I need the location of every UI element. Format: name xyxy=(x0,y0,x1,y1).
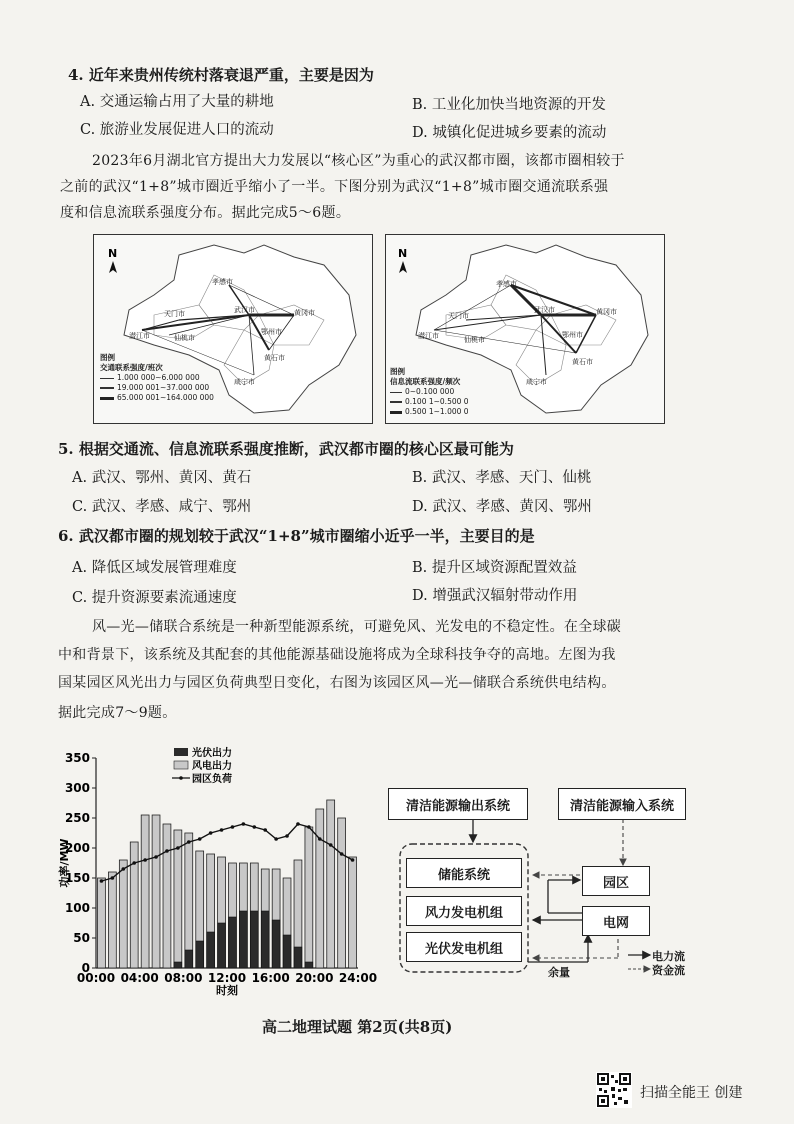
y-tick-label: 300 xyxy=(64,781,90,795)
watermark-text: 扫描全能王 创建 xyxy=(640,1085,743,1101)
legend-power-flow: 电力流 xyxy=(652,950,685,963)
load-point xyxy=(231,825,235,829)
solar-bar xyxy=(229,917,237,968)
legend-title: 图例 xyxy=(100,353,115,362)
city-tianmen: 天门市 xyxy=(164,310,185,318)
wind-bar xyxy=(305,827,313,968)
traffic-legend xyxy=(100,353,214,403)
q6-option-a: A. 降低区域发展管理难度 xyxy=(72,560,237,576)
load-point xyxy=(242,822,246,826)
load-point xyxy=(329,843,333,847)
wind-bar xyxy=(338,818,346,968)
load-point xyxy=(121,867,125,871)
legend-item: 65.000 001~164.000 000 xyxy=(100,393,214,403)
legend-wind-label: 风电出力 xyxy=(192,761,232,772)
solar-bar xyxy=(174,962,182,968)
q5-option-b: B. 武汉、孝感、天门、仙桃 xyxy=(412,470,592,486)
wind-bar xyxy=(98,878,106,968)
q6-option-d: D. 增强武汉辐射带动作用 xyxy=(412,588,578,604)
wind-bar xyxy=(130,842,138,968)
load-point xyxy=(285,834,289,838)
solar-bar xyxy=(294,947,302,968)
load-point xyxy=(296,822,300,826)
y-tick-label: 250 xyxy=(64,811,90,825)
city-wuhan: 武汉市 xyxy=(534,306,555,314)
grid-box: 电网 xyxy=(582,906,650,936)
load-point xyxy=(143,858,147,862)
legend-solar-label: 光伏出力 xyxy=(192,748,232,759)
legend-item: 1.000 000~6.000 000 xyxy=(100,373,214,383)
city-tianmen: 天门市 xyxy=(448,312,469,320)
city-huangshi: 黄石市 xyxy=(264,354,285,362)
load-point xyxy=(252,825,256,829)
solar-bar xyxy=(305,962,313,968)
traffic-flow-map xyxy=(93,234,373,424)
legend-wind-swatch xyxy=(174,761,188,769)
passage2-line2: 中和背景下，该系统及其配套的其他能源基础设施将成为全球科技争夺的高地。左图为我 xyxy=(58,647,616,663)
city-xiantao: 仙桃市 xyxy=(464,336,485,344)
city-huanggang: 黄冈市 xyxy=(596,308,617,316)
wind-bar xyxy=(119,860,127,968)
y-tick-label: 50 xyxy=(73,931,90,945)
q6-stem: 6. 武汉都市圈的规划较于武汉“1+8”城市圈缩小近乎一半，主要目的是 xyxy=(58,527,535,545)
clean-energy-output-system: 清洁能源输出系统 xyxy=(388,788,528,820)
legend-item: 19.000 001~37.000 000 xyxy=(100,383,214,393)
wind-bar xyxy=(108,872,116,968)
information-flow-map xyxy=(385,234,665,424)
load-point xyxy=(220,828,224,832)
load-point xyxy=(209,831,213,835)
q4-option-d: D. 城镇化促进城乡要素的流动 xyxy=(412,125,607,141)
solar-bar xyxy=(218,923,226,968)
city-xiaogan: 孝感市 xyxy=(212,278,233,286)
city-qianjiang: 潜江市 xyxy=(129,332,150,340)
clean-energy-input-system: 清洁能源输入系统 xyxy=(558,788,686,820)
city-qianjiang: 潜江市 xyxy=(418,332,439,340)
load-point xyxy=(198,837,202,841)
storage-system: 储能系统 xyxy=(406,858,522,888)
city-xianning: 咸宁市 xyxy=(526,378,547,386)
load-point xyxy=(340,852,344,856)
power-chart xyxy=(56,742,386,1004)
q4-stem: 4. 近年来贵州传统村落衰退严重，主要是因为 xyxy=(68,66,374,84)
load-point xyxy=(187,840,191,844)
north-arrow-icon xyxy=(399,261,407,273)
y-tick-label: 0 xyxy=(81,961,90,975)
q5-option-d: D. 武汉、孝感、黄冈、鄂州 xyxy=(412,499,592,515)
load-point xyxy=(100,879,104,883)
page-footer: 高二地理试题 第2页(共8页) xyxy=(262,1018,453,1036)
load-point xyxy=(165,849,169,853)
passage2-line3: 国某园区风光出力与园区负荷典型日变化，右图为该园区风—光—储联合系统供电结构。 xyxy=(58,675,616,691)
x-tick-label: 00:00 xyxy=(76,971,116,985)
wind-bar xyxy=(152,815,160,968)
city-huanggang: 黄冈市 xyxy=(294,309,315,317)
city-ezhou: 鄂州市 xyxy=(562,331,583,339)
y-tick-label: 350 xyxy=(64,751,90,765)
load-point xyxy=(176,846,180,850)
x-tick-label: 04:00 xyxy=(120,971,159,985)
solar-bar xyxy=(185,950,193,968)
q4-option-c: C. 旅游业发展促进人口的流动 xyxy=(80,122,274,138)
legend-load-dot xyxy=(179,776,183,780)
wind-bar xyxy=(174,830,182,968)
y-axis-label: 功率/MW xyxy=(58,838,71,888)
north-label-left: N xyxy=(108,247,118,260)
city-huangshi: 黄石市 xyxy=(572,358,593,366)
y-tick-label: 150 xyxy=(64,871,90,885)
q5-option-a: A. 武汉、鄂州、黄冈、黄石 xyxy=(72,470,252,486)
solar-bar xyxy=(272,920,280,968)
q5-option-c: C. 武汉、孝感、咸宁、鄂州 xyxy=(72,499,252,515)
solar-bar xyxy=(261,911,269,968)
passage2-line4: 据此完成7～9题。 xyxy=(58,705,177,721)
load-point xyxy=(351,858,355,862)
q6-option-b: B. 提升区域资源配置效益 xyxy=(412,560,577,576)
wind-bar xyxy=(327,800,335,968)
solar-units: 光伏发电机组 xyxy=(406,932,522,962)
wind-turbines: 风力发电机组 xyxy=(406,896,522,926)
surplus-label: 余量 xyxy=(548,966,570,979)
load-point xyxy=(318,837,322,841)
wind-bar xyxy=(316,809,324,968)
legend-solar-swatch xyxy=(174,748,188,756)
x-tick-label: 08:00 xyxy=(164,971,203,985)
wind-bar xyxy=(163,824,171,968)
city-wuhan: 武汉市 xyxy=(234,306,255,314)
x-tick-label: 24:00 xyxy=(338,971,378,985)
load-point xyxy=(132,861,136,865)
supply-structure-diagram xyxy=(388,780,693,980)
legend-item: 0.100 1~0.500 0 xyxy=(390,397,469,407)
wind-bar xyxy=(349,857,357,968)
north-label-right: N xyxy=(398,247,408,260)
load-point xyxy=(307,825,311,829)
city-xiantao: 仙桃市 xyxy=(174,334,195,342)
q6-option-c: C. 提升资源要素流通速度 xyxy=(72,590,237,606)
y-tick-label: 100 xyxy=(64,901,90,915)
solar-bar xyxy=(207,932,215,968)
qr-code-icon xyxy=(596,1072,632,1108)
q4-option-b: B. 工业化加快当地资源的开发 xyxy=(412,97,606,113)
legend-money-flow: 资金流 xyxy=(652,964,685,977)
legend-subtitle: 信息流联系强度/频次 xyxy=(390,377,461,386)
passage1-line2: 之前的武汉“1+8”城市圈近乎缩小了一半。下图分别为武汉“1+8”城市圈交通流联系强 xyxy=(60,179,609,195)
load-point xyxy=(263,828,267,832)
solar-bar xyxy=(250,911,258,968)
info-legend xyxy=(390,367,469,417)
load-line xyxy=(101,824,352,881)
city-xianning: 咸宁市 xyxy=(234,378,255,386)
x-tick-label: 16:00 xyxy=(251,971,290,985)
legend-load-label: 园区负荷 xyxy=(192,774,232,785)
legend-item: 0.500 1~1.000 0 xyxy=(390,407,469,417)
city-xiaogan: 孝感市 xyxy=(496,280,517,288)
park-box: 园区 xyxy=(582,866,650,896)
y-tick-label: 200 xyxy=(64,841,90,855)
legend-item: 0~0.100 000 xyxy=(390,387,469,397)
legend-title: 图例 xyxy=(390,367,405,376)
solar-bar xyxy=(239,911,247,968)
x-tick-label: 12:00 xyxy=(207,971,247,985)
wind-bar xyxy=(185,833,193,968)
wind-bar xyxy=(141,815,149,968)
solar-bar xyxy=(196,941,204,968)
solar-bar xyxy=(283,935,291,968)
city-ezhou: 鄂州市 xyxy=(261,328,282,336)
north-arrow-icon xyxy=(109,261,117,273)
passage2-line1: 风—光—储联合系统是一种新型能源系统，可避免风、光发电的不稳定性。在全球碳 xyxy=(92,619,622,635)
x-axis-label: 时刻 xyxy=(216,984,238,997)
load-point xyxy=(274,837,278,841)
x-tick-label: 20:00 xyxy=(295,971,334,985)
q5-stem: 5. 根据交通流、信息流联系强度推断，武汉都市圈的核心区最可能为 xyxy=(58,440,514,458)
legend-subtitle: 交通联系强度/班次 xyxy=(100,363,163,372)
passage1-line1: 2023年6月湖北官方提出大力发展以“核心区”为重心的武汉都市圈，该都市圈相较于 xyxy=(92,153,625,169)
passage1-line3: 度和信息流联系强度分布。据此完成5～6题。 xyxy=(60,205,351,221)
load-point xyxy=(154,855,158,859)
load-point xyxy=(111,876,115,880)
q4-option-a: A. 交通运输占用了大量的耕地 xyxy=(80,94,274,110)
